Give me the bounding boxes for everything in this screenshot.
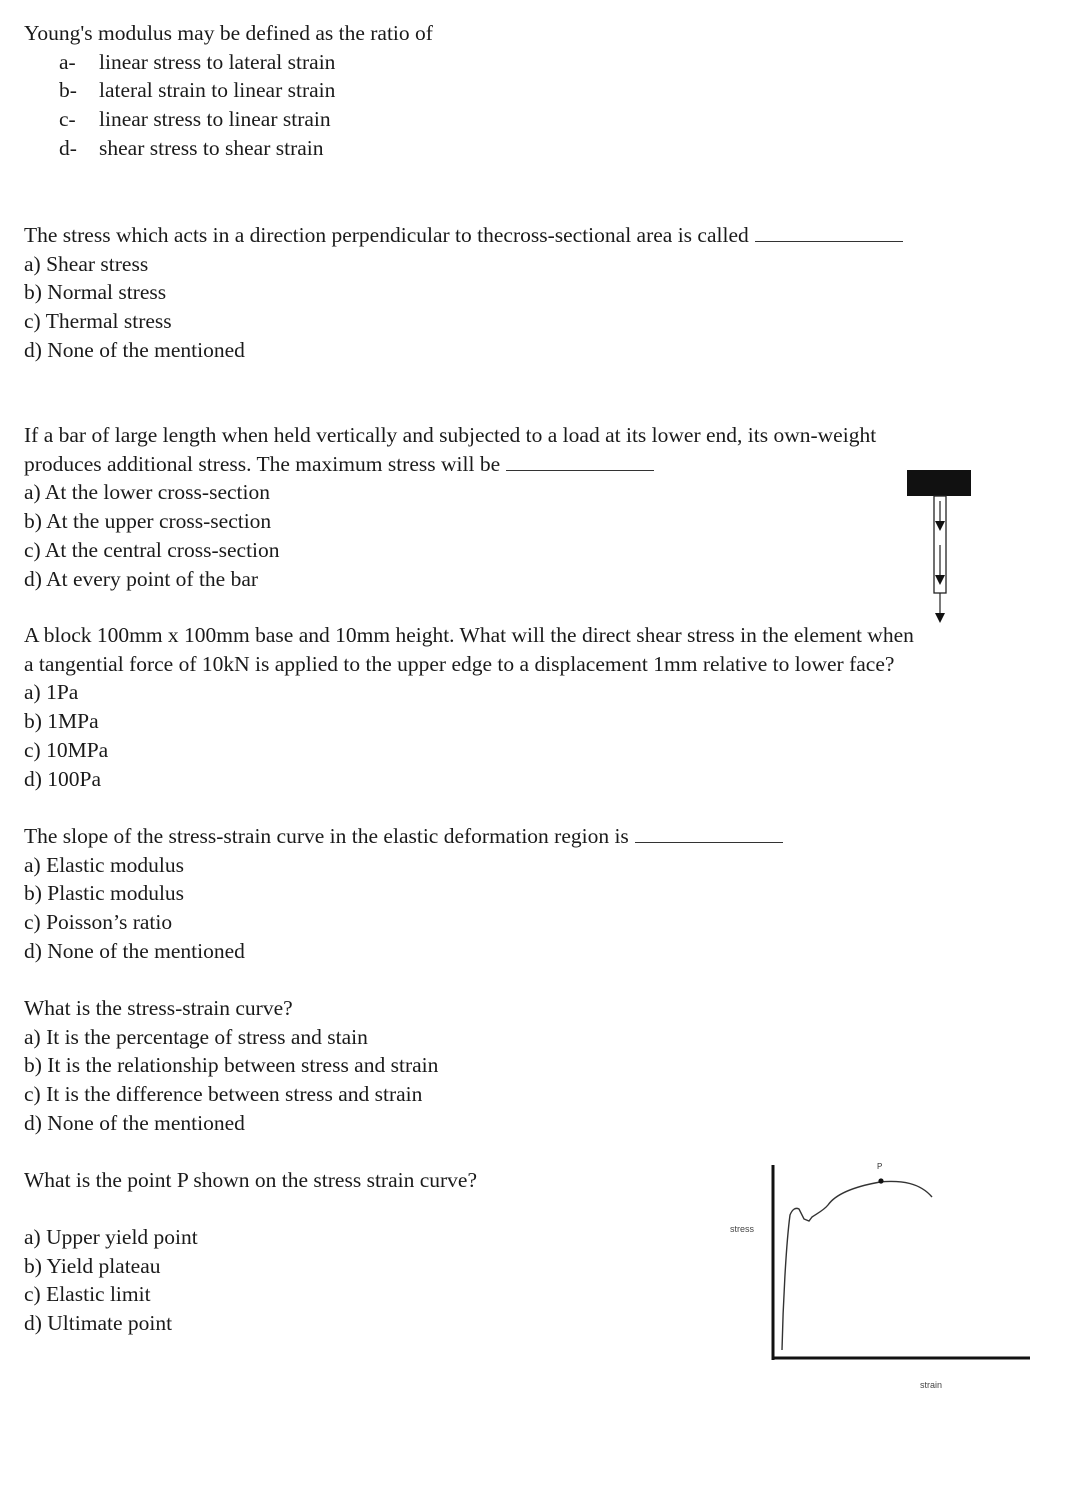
- question-5: [24, 822, 783, 966]
- option-b[interactable]: b) 1MPa: [24, 709, 99, 734]
- question-1: [24, 19, 433, 163]
- stress-strain-figure: [720, 1155, 1040, 1395]
- option-a[interactable]: a) Shear stress: [24, 251, 149, 276]
- option-d[interactable]: d- shear stress to shear strain: [59, 135, 324, 160]
- hanging-bar-figure: [900, 465, 980, 630]
- point-p-marker: [878, 1178, 883, 1183]
- option-d[interactable]: d) None of the mentioned: [24, 337, 245, 362]
- option-b[interactable]: b) At the upper cross-section: [24, 509, 272, 534]
- point-p-label: P: [877, 1162, 883, 1171]
- question-2-stem: The stress which acts in a direction perpendicular to thecross-sectional area is called: [24, 221, 903, 250]
- option-d[interactable]: d) Ultimate point: [24, 1311, 173, 1336]
- option-c[interactable]: c) At the central cross-section: [24, 537, 280, 562]
- y-axis-label: stress: [730, 1224, 755, 1234]
- option-c[interactable]: c) It is the difference between stress and strain: [24, 1082, 423, 1107]
- option-a[interactable]: a) At the lower cross-section: [24, 480, 270, 505]
- x-axis-label: strain: [920, 1380, 943, 1390]
- question-1-stem: Young's modulus may be defined as the ratio of: [24, 21, 433, 45]
- option-a[interactable]: a) It is the percentage of stress and stain: [24, 1024, 368, 1049]
- question-7-stem: What is the point P shown on the stress strain curve?: [24, 1168, 478, 1192]
- option-d[interactable]: d) 100Pa: [24, 766, 102, 791]
- question-3-stem-line-1: If a bar of large length when held vertically and subjected to a load at its lower end, its own-weight: [24, 423, 877, 447]
- option-c[interactable]: c) Thermal stress: [24, 309, 172, 334]
- option-d[interactable]: d) None of the mentioned: [24, 1110, 245, 1135]
- option-c[interactable]: c) Poisson’s ratio: [24, 910, 173, 935]
- question-4: [24, 621, 914, 793]
- option-b[interactable]: b) Normal stress: [24, 280, 167, 305]
- option-b[interactable]: b- lateral strain to linear strain: [59, 78, 336, 103]
- option-c[interactable]: c) 10MPa: [24, 737, 109, 762]
- ceiling-support: [907, 470, 971, 496]
- question-7: [24, 1166, 477, 1195]
- question-4-stem-line-1: A block 100mm x 100mm base and 10mm height. What will the direct shear stress in the element when: [24, 623, 914, 647]
- option-a[interactable]: a) 1Pa: [24, 680, 79, 705]
- answer-blank[interactable]: [506, 452, 654, 471]
- option-a[interactable]: a) Upper yield point: [24, 1225, 198, 1249]
- option-b[interactable]: b) Yield plateau: [24, 1253, 161, 1278]
- option-c[interactable]: c) Elastic limit: [24, 1282, 151, 1307]
- question-1-options: [59, 48, 433, 163]
- question-2: [24, 221, 903, 365]
- option-b[interactable]: b) Plastic modulus: [24, 881, 185, 906]
- question-3: [24, 421, 876, 593]
- answer-blank[interactable]: [635, 824, 783, 843]
- answer-blank[interactable]: [755, 223, 903, 242]
- option-a[interactable]: a) Elastic modulus: [24, 852, 185, 877]
- option-d[interactable]: d) None of the mentioned: [24, 938, 245, 963]
- question-6-stem: What is the stress-strain curve?: [24, 996, 293, 1020]
- question-4-stem-line-2: a tangential force of 10kN is applied to the upper edge to a displacement 1mm relative to lower face?: [24, 651, 895, 676]
- option-b[interactable]: b) It is the relationship between stress and strain: [24, 1053, 439, 1078]
- load-arrow-icon: [935, 613, 945, 623]
- option-a[interactable]: a- linear stress to lateral strain: [59, 49, 336, 74]
- question-7-options: [24, 1223, 198, 1338]
- option-c[interactable]: c- linear stress to linear strain: [59, 107, 331, 132]
- option-d[interactable]: d) At every point of the bar: [24, 566, 259, 591]
- question-6: [24, 994, 438, 1138]
- question-3-stem-line-2: produces additional stress. The maximum stress will be: [24, 450, 876, 479]
- question-5-stem: The slope of the stress-strain curve in the elastic deformation region is: [24, 822, 783, 851]
